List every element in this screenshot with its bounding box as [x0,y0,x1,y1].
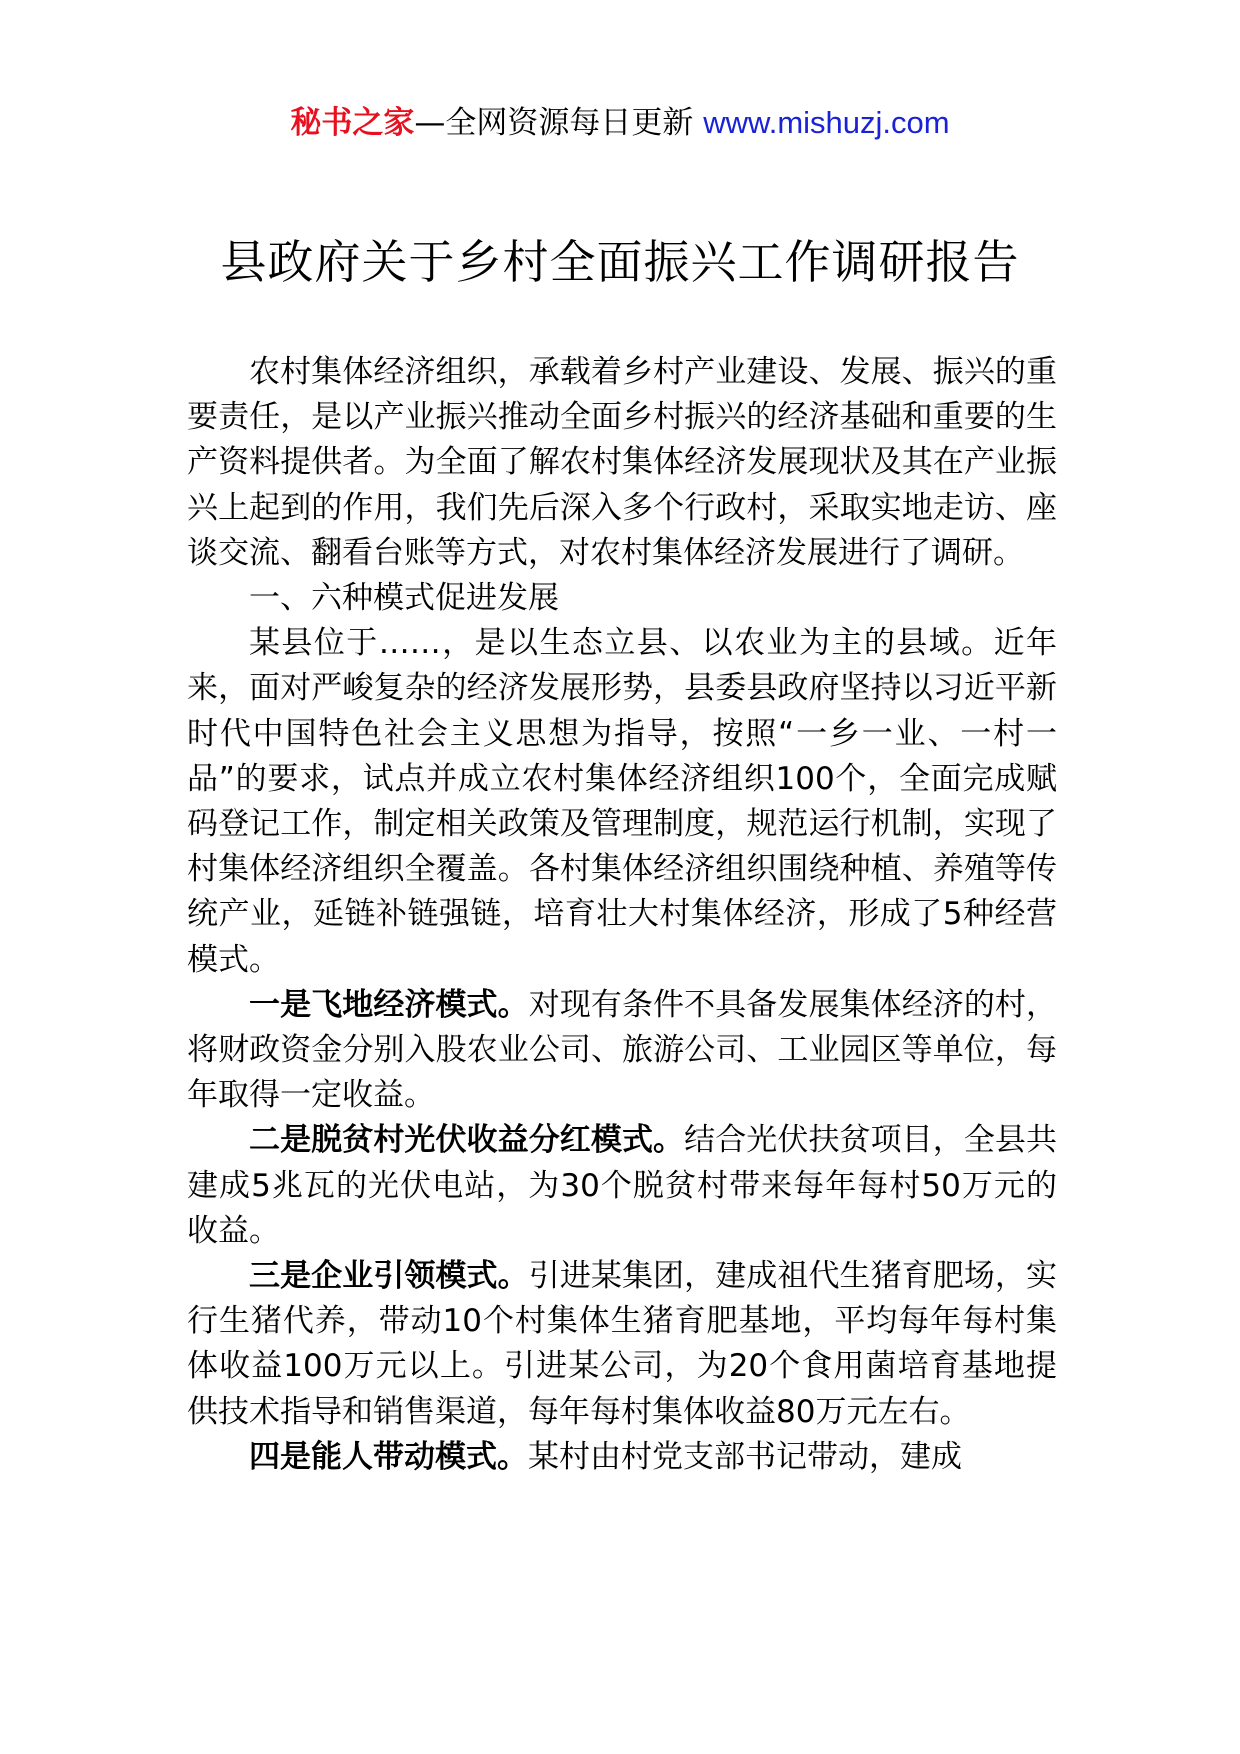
mode-paragraph-4 [187,1435,1057,1480]
mode-paragraph-1 [187,983,1057,1119]
mode-3-lead: 三是企业引领模式。 [249,1258,529,1295]
mode-3-text: 引进某集团，建成祖代生猪育肥场，实行生猪代养，带动10个村集体生猪育肥基地，平均每年每村集体收益100万元以上。引进某公司，为20个食用菌培育基地提供技术指导和销售渠道，每年每村集体收益80万元左右。 [187,1258,1058,1430]
mode-paragraph-3 [187,1254,1057,1435]
mode-1-lead: 一是飞地经济模式。 [249,986,529,1023]
site-brand: 秘书之家 [290,105,415,141]
mode-4-text: 某村由村党支部书记带动，建成 [528,1438,962,1475]
site-url-link[interactable]: www.mishuzj.com [703,105,950,140]
overview-paragraph: 某县位于……，是以生态立县、以农业为主的县域。近年来，面对严峻复杂的经济发展形势，县委县政府坚持以习近平新时代中国特色社会主义思想为指导，按照“一乡一业、一村一品”的要求，试点并成立农村集体经济组织100个，全面完成赋码登记工作，制定相关政策及管理制度，规范运行机制，实现了村集体经济组织全覆盖。各村集体经济组织围绕种植、养殖等传统产业，延链补链强链，培育壮大村集体经济，形成了5种经营模式。 [187,625,1057,978]
mode-paragraph-2 [187,1118,1057,1254]
intro-paragraph: 农村集体经济组织，承载着乡村产业建设、发展、振兴的重要责任，是以产业振兴推动全面乡村振兴的经济基础和重要的生产资料提供者。为全面了解农村集体经济发展现状及其在产业振兴上起到的作用，我们先后深入多个行政村，采取实地走访、座谈交流、翻看台账等方式，对农村集体经济发展进行了调研。 [187,354,1057,571]
mode-2-lead: 二是脱贫村光伏收益分红模式。 [249,1122,685,1159]
mode-4-lead: 四是能人带动模式。 [249,1438,528,1475]
mode-2-text: 结合光伏扶贫项目，全县共建成5兆瓦的光伏电站，为30个脱贫村带来每年每村50万元的收益。 [187,1122,1058,1249]
site-header [0,98,1240,148]
mode-1-text: 对现有条件不具备发展集体经济的村，将财政资金分别入股农业公司、旅游公司、工业园区等单位，每年取得一定收益。 [187,986,1058,1114]
document-title: 县政府关于乡村全面振兴工作调研报告 [220,235,1020,289]
section-heading-1: 一、六种模式促进发展 [249,580,559,617]
site-tagline: —全网资源每日更新 [414,105,694,141]
document-body [187,350,1057,1480]
